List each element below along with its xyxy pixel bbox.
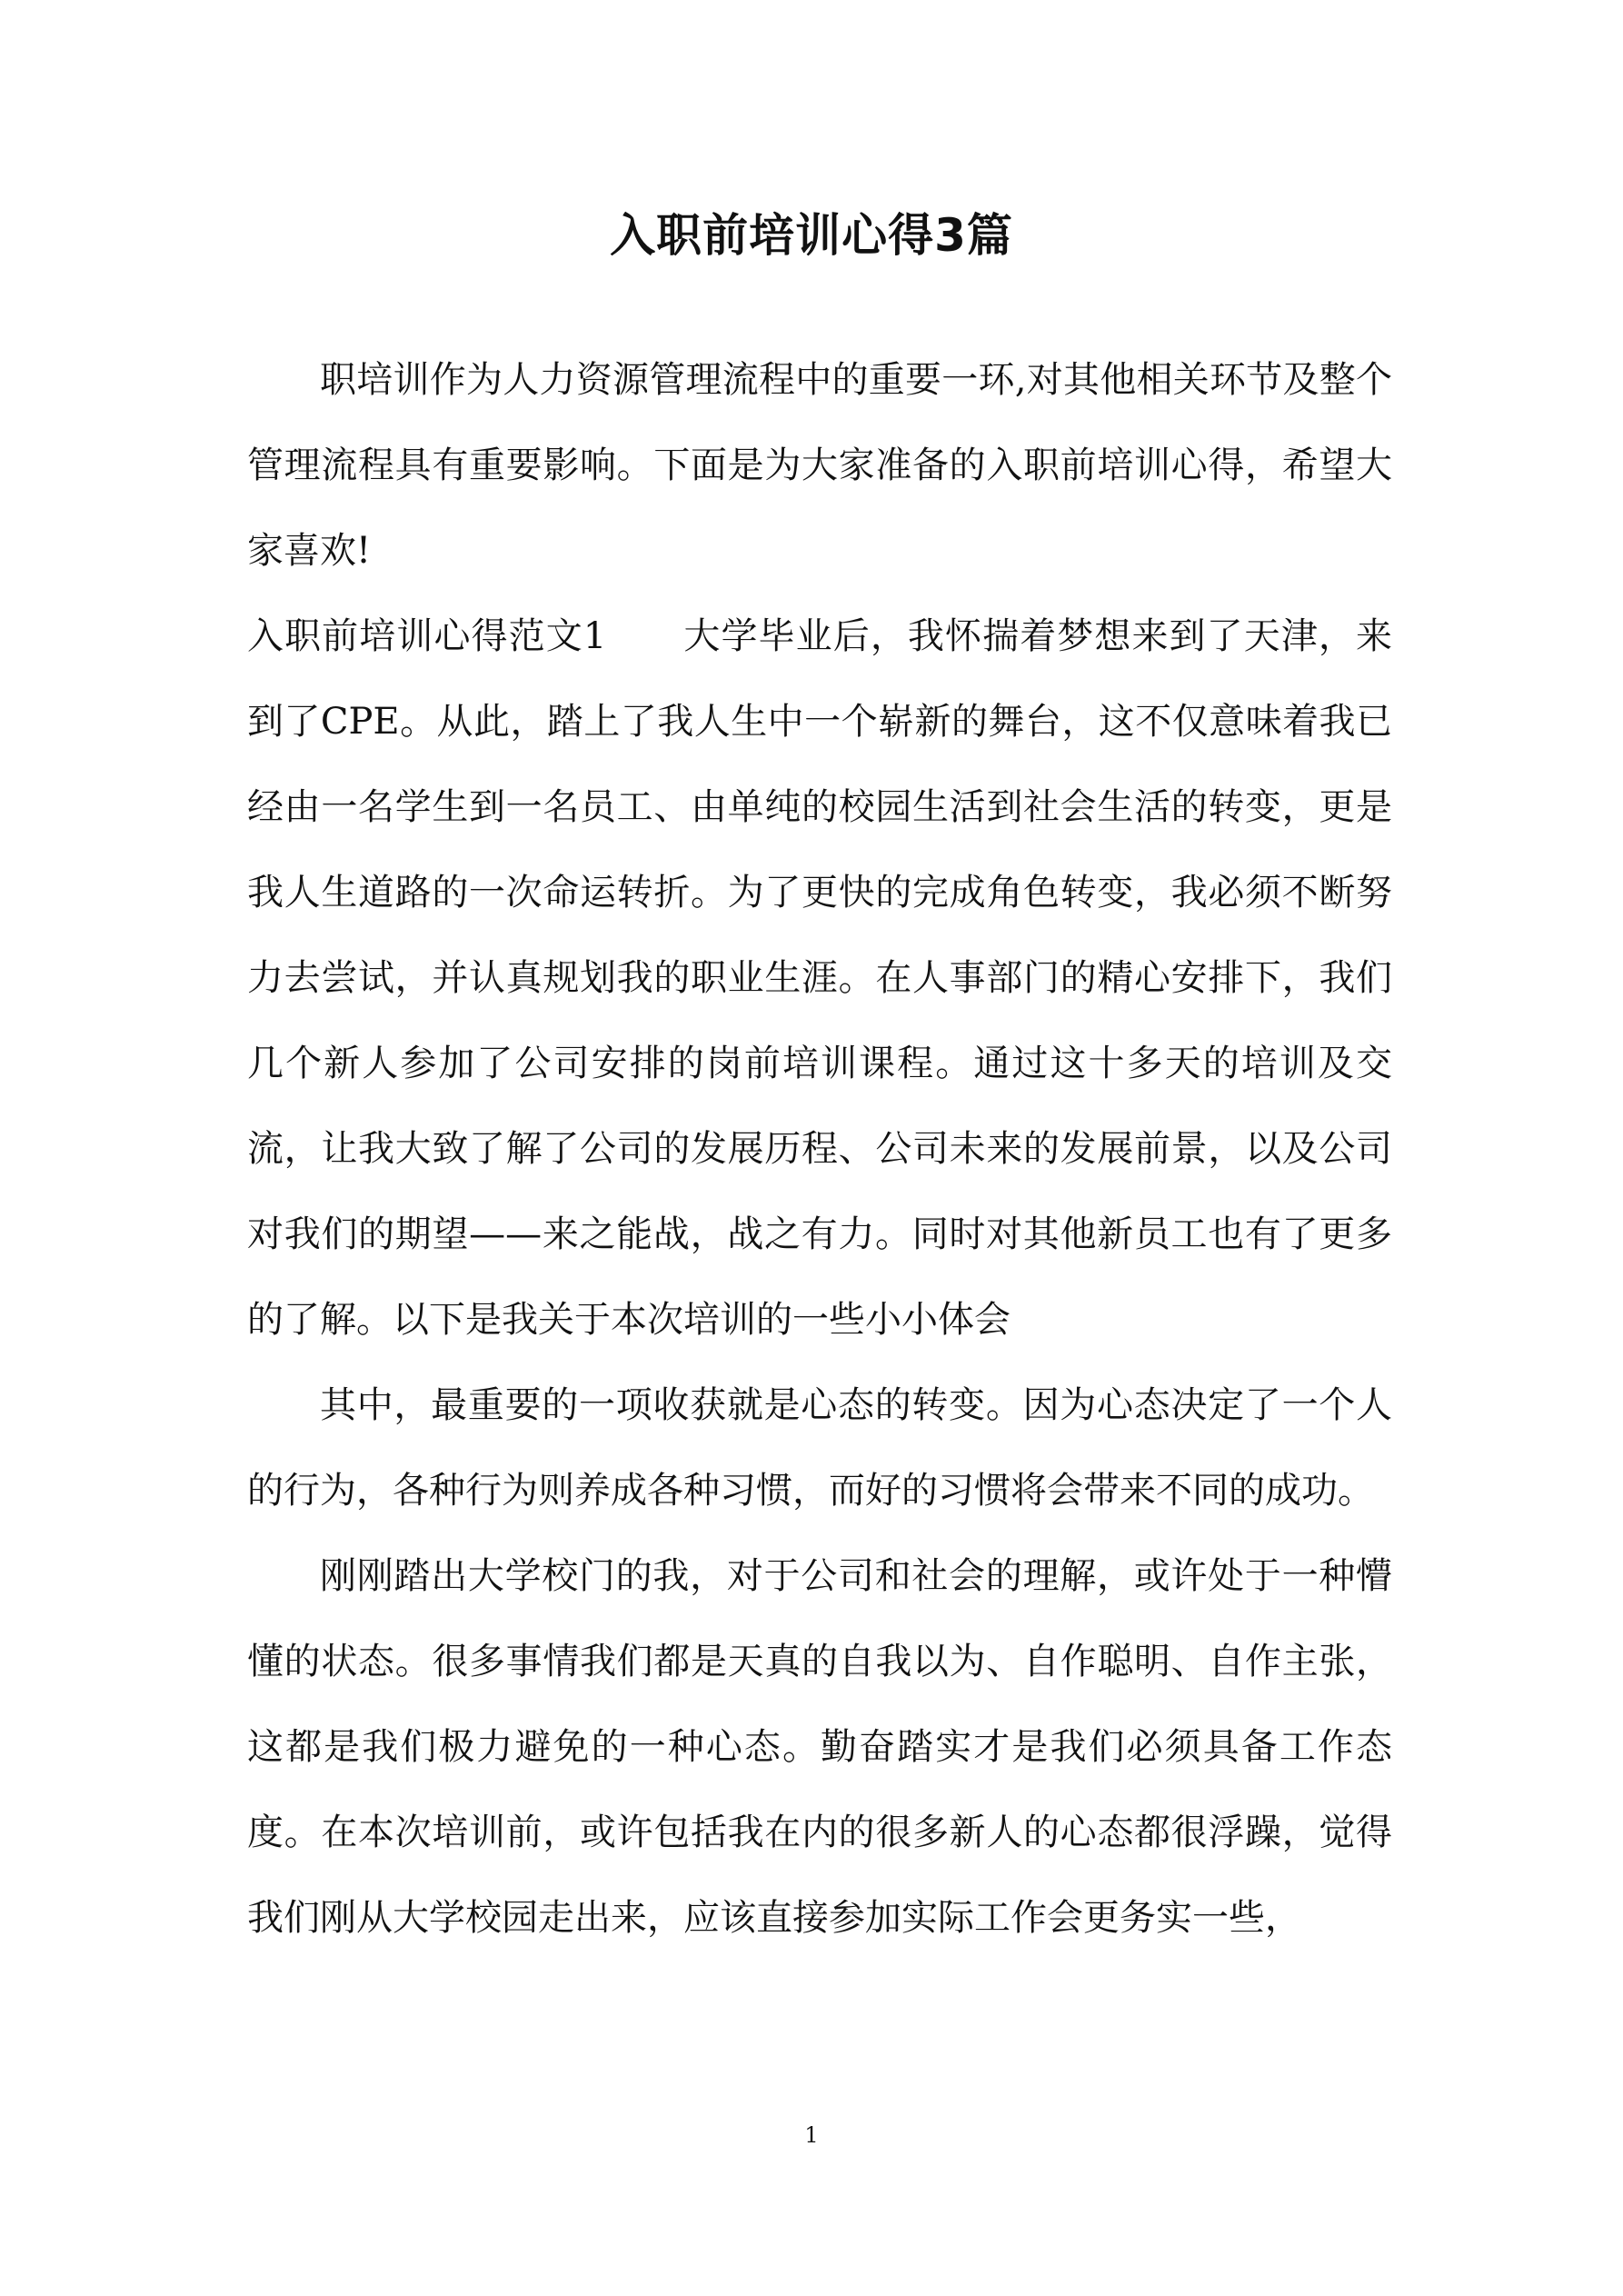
- section-1-paragraph: [247, 594, 1392, 1363]
- document-body: [247, 337, 1392, 1961]
- paragraph-graduate: 刚刚踏出大学校门的我，对于公司和社会的理解，或许处于一种懵懂的状态。很多事情我们都是天真的自我以为、自作聪明、自作主张，这都是我们极力避免的一种心态。勤奋踏实才是我们必须具备工作态度。在本次培训前，或许包括我在内的很多新人的心态都很浮躁，觉得我们刚从大学校园走出来，应该直接参加实际工作会更务实一些，: [247, 1555, 1392, 1939]
- section-1-text: 大学毕业后，我怀揣着梦想来到了天津，来到了CPE。从此，踏上了我人生中一个崭新的舞台，这不仅意味着我已经由一名学生到一名员工、由单纯的校园生活到社会生活的转变，更是我人生道路的一次命运转折。为了更快的完成角色转变，我必须不断努力去尝试，并认真规划我的职业生涯。在人事部门的精心安排下，我们几个新人参加了公司安排的岗前培训课程。通过这十多天的培训及交流，让我大致了解了公司的发展历程、公司未来的发展前景，以及公司对我们的期望——来之能战，战之有力。同时对其他新员工也有了更多的了解。以下是我关于本次培训的一些小小体会: [247, 615, 1393, 1341]
- section-1-heading: 入职前培训心得范文1: [247, 615, 607, 657]
- intro-paragraph: 职培训作为人力资源管理流程中的重要一环,对其他相关环节及整个管理流程具有重要影响。下面是为大家准备的入职前培训心得，希望大家喜欢!: [247, 359, 1392, 572]
- paragraph-mindset: 其中，最重要的一项收获就是心态的转变。因为心态决定了一个人的行为，各种行为则养成各种习惯，而好的习惯将会带来不同的成功。: [247, 1384, 1392, 1512]
- page-number: 1: [804, 2122, 819, 2148]
- document-title: 入职前培训心得3篇: [610, 209, 1013, 262]
